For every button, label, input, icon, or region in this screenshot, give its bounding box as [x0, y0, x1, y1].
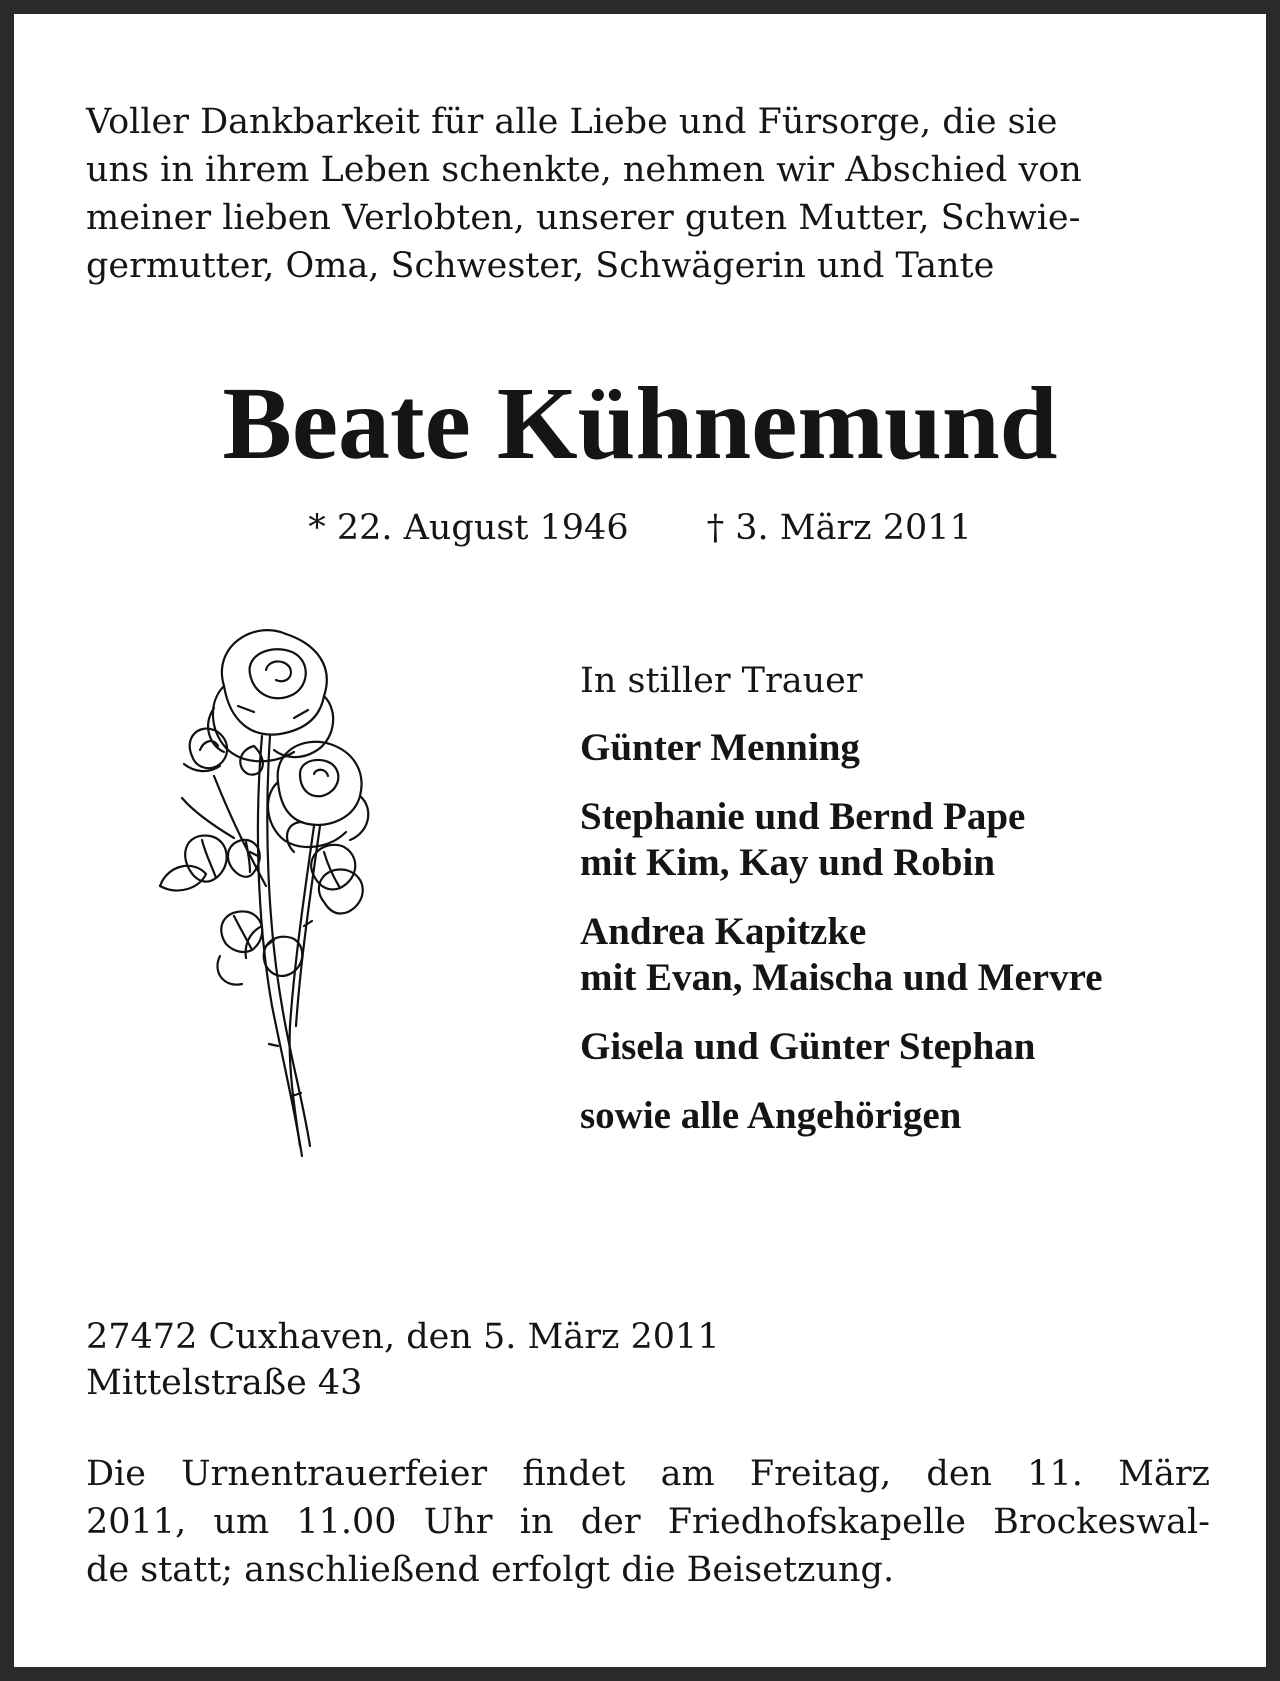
mourner-name: sowie alle Angehörigen	[580, 1094, 962, 1137]
mourner-name: mit Kim, Kay und Robin	[580, 841, 996, 884]
address-block	[86, 1314, 720, 1406]
mourner-group	[580, 794, 1220, 886]
intro-line: meiner lieben Verlobten, unserer guten Mutter, Schwie-	[86, 198, 1081, 238]
deceased-name: Beate Kühnemund	[222, 366, 1058, 481]
mourner-group	[580, 1093, 1220, 1139]
intro-line: germutter, Oma, Schwester, Schwägerin und Tante	[86, 246, 995, 286]
place-and-date: 27472 Cuxhaven, den 5. März 2011	[86, 1317, 720, 1357]
intro-text	[86, 98, 1210, 290]
birth-date: * 22. August 1946	[308, 508, 629, 548]
mourners-list	[580, 659, 1220, 1162]
mourner-group	[580, 1024, 1220, 1070]
mourner-name: Günter Menning	[580, 726, 860, 769]
notice-line: Die Urnentrauerfeier findet am Freitag, den 11. März	[86, 1454, 1210, 1494]
intro-line: Voller Dankbarkeit für alle Liebe und Fürsorge, die sie	[86, 102, 1058, 142]
mourner-name: Andrea Kapitzke	[580, 910, 867, 953]
life-dates	[14, 506, 1266, 550]
intro-line: uns in ihrem Leben schenkte, nehmen wir Abschied von	[86, 150, 1082, 190]
street-address: Mittelstraße 43	[86, 1363, 363, 1403]
notice-line: de statt; anschließend erfolgt die Beisetzung.	[86, 1550, 895, 1590]
notice-line: 2011, um 11.00 Uhr in der Friedhofskapelle Brockeswal-	[86, 1502, 1210, 1542]
mourner-group	[580, 725, 1220, 771]
mourner-name: Stephanie und Bernd Pape	[580, 795, 1026, 838]
mourner-name: mit Evan, Maischa und Mervre	[580, 956, 1103, 999]
death-date: † 3. März 2011	[706, 508, 972, 548]
funeral-notice	[86, 1450, 1210, 1594]
mourning-heading: In stiller Trauer	[580, 661, 863, 701]
mourner-group	[580, 909, 1220, 1001]
rose-drawing-icon	[154, 626, 414, 1166]
mourner-name: Gisela und Günter Stephan	[580, 1025, 1036, 1068]
